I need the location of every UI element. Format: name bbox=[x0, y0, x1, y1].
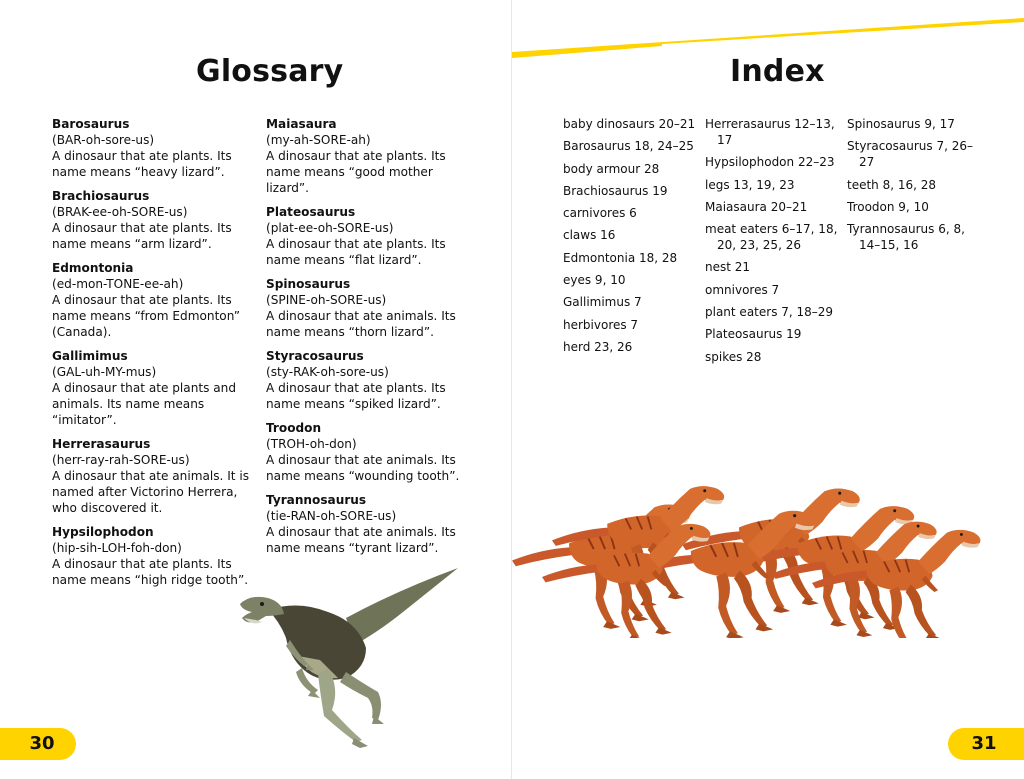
index-entry: Tyrannosaurus 6, 8, 14–15, 16 bbox=[847, 222, 965, 253]
glossary-column-1 bbox=[52, 116, 252, 596]
index-column-1 bbox=[563, 116, 703, 361]
glossary-definition: A dinosaur that ate plants. Its name means “good mother lizard”. bbox=[266, 149, 446, 195]
glossary-entry bbox=[266, 204, 466, 268]
glossary-entry bbox=[52, 260, 252, 340]
glossary-term: Edmontonia bbox=[52, 261, 134, 275]
glossary-pronunciation: (sty-RAK-oh-sore-us) bbox=[266, 365, 389, 379]
glossary-term: Styracosaurus bbox=[266, 349, 364, 363]
index-entry: Edmontonia 18, 28 bbox=[563, 250, 678, 265]
glossary-pronunciation: (ed-mon-TONE-ee-ah) bbox=[52, 277, 184, 291]
glossary-term: Spinosaurus bbox=[266, 277, 351, 291]
index-entry: herd 23, 26 bbox=[563, 339, 633, 354]
index-page bbox=[512, 0, 1024, 779]
index-entry: Barosaurus 18, 24–25 bbox=[563, 139, 694, 154]
index-entry: carnivores 6 bbox=[563, 206, 637, 221]
glossary-entry bbox=[52, 188, 252, 252]
index-entry: teeth 8, 16, 28 bbox=[847, 177, 937, 192]
glossary-term: Gallimimus bbox=[52, 349, 128, 363]
index-entry: Herrerasaurus 12–13, 17 bbox=[705, 117, 835, 147]
glossary-pronunciation: (TROH-oh-don) bbox=[266, 437, 357, 451]
glossary-entry bbox=[266, 276, 466, 340]
glossary-entry bbox=[266, 420, 466, 484]
glossary-entry bbox=[266, 116, 466, 196]
glossary-pronunciation: (herr-ray-rah-SORE-us) bbox=[52, 453, 190, 467]
glossary-pronunciation: (hip-sih-LOH-foh-don) bbox=[52, 541, 182, 555]
index-entry: Styracosaurus 7, 26–27 bbox=[847, 139, 973, 170]
glossary-pronunciation: (tie-RAN-oh-SORE-us) bbox=[266, 509, 397, 523]
glossary-term: Brachiosaurus bbox=[52, 189, 150, 203]
glossary-pronunciation: (my-ah-SORE-ah) bbox=[266, 133, 371, 147]
glossary-definition: A dinosaur that ate plants. Its name means “heavy lizard”. bbox=[52, 149, 232, 179]
glossary-term: Herrerasaurus bbox=[52, 437, 151, 451]
glossary-term: Tyrannosaurus bbox=[266, 493, 367, 507]
glossary-definition: A dinosaur that ate plants. Its name means “flat lizard”. bbox=[266, 237, 446, 267]
glossary-definition: A dinosaur that ate animals. Its name means “thorn lizard”. bbox=[266, 309, 456, 339]
glossary-title: Glossary bbox=[196, 54, 344, 89]
glossary-pronunciation: (GAL-uh-MY-mus) bbox=[52, 365, 157, 379]
index-entry: nest 21 bbox=[705, 260, 751, 275]
glossary-definition: A dinosaur that ate plants. Its name means “high ridge tooth”. bbox=[52, 557, 249, 587]
glossary-term: Maiasaura bbox=[266, 117, 337, 131]
glossary-term: Hypsilophodon bbox=[52, 525, 154, 539]
glossary-definition: A dinosaur that ate animals. It is named after Victorino Herrera, who discovered it. bbox=[52, 469, 250, 515]
glossary-entry bbox=[266, 348, 466, 412]
glossary-pronunciation: (BRAK-ee-oh-SORE-us) bbox=[52, 205, 188, 219]
index-title: Index bbox=[730, 54, 825, 89]
index-entry: legs 13, 19, 23 bbox=[705, 177, 795, 192]
glossary-pronunciation: (BAR-oh-sore-us) bbox=[52, 133, 155, 147]
index-entry: spikes 28 bbox=[705, 349, 762, 364]
glossary-pronunciation: (plat-ee-oh-SORE-us) bbox=[266, 221, 394, 235]
glossary-entry bbox=[266, 492, 466, 556]
index-entry: eyes 9, 10 bbox=[563, 273, 626, 288]
index-entry: Spinosaurus 9, 17 bbox=[847, 117, 955, 131]
index-entry: Maiasaura 20–21 bbox=[705, 199, 808, 214]
index-entry: claws 16 bbox=[563, 228, 616, 243]
index-entry: Hypsilophodon 22–23 bbox=[705, 155, 835, 170]
page-number-left: 30 bbox=[0, 728, 76, 760]
index-entry: meat eaters 6–17, 18, 20, 23, 25, 26 bbox=[705, 222, 838, 253]
index-entry: Plateosaurus 19 bbox=[705, 327, 802, 342]
glossary-definition: A dinosaur that ate animals. Its name means “wounding tooth”. bbox=[266, 453, 460, 483]
glossary-pronunciation: (SPINE-oh-SORE-us) bbox=[266, 293, 387, 307]
dinosaur-herd-illustration bbox=[512, 470, 982, 638]
index-entry: Troodon 9, 10 bbox=[847, 199, 929, 214]
index-entry: Gallimimus 7 bbox=[563, 295, 642, 310]
glossary-entry bbox=[52, 436, 252, 516]
index-column-3 bbox=[847, 116, 987, 259]
index-entry: herbivores 7 bbox=[563, 317, 639, 332]
index-column-2 bbox=[705, 116, 845, 371]
glossary-definition: A dinosaur that ate plants and animals. Its name means “imitator”. bbox=[52, 381, 237, 427]
index-entry: plant eaters 7, 18–29 bbox=[705, 305, 834, 320]
index-entry: baby dinosaurs 20–21 bbox=[563, 117, 696, 131]
glossary-term: Troodon bbox=[266, 421, 322, 435]
glossary-entry bbox=[52, 116, 252, 180]
glossary-entry bbox=[52, 524, 252, 588]
glossary-column-2 bbox=[266, 116, 466, 564]
glossary-definition: A dinosaur that ate plants. Its name means “from Edmonton” (Canada). bbox=[52, 293, 240, 339]
glossary-term: Plateosaurus bbox=[266, 205, 356, 219]
index-entry: Brachiosaurus 19 bbox=[563, 183, 668, 198]
glossary-definition: A dinosaur that ate plants. Its name means “spiked lizard”. bbox=[266, 381, 446, 411]
glossary-definition: A dinosaur that ate animals. Its name means “tyrant lizard”. bbox=[266, 525, 456, 555]
index-entry: omnivores 7 bbox=[705, 282, 780, 297]
index-entry: body armour 28 bbox=[563, 161, 660, 176]
decorative-stripe bbox=[512, 0, 1024, 60]
glossary-entry bbox=[52, 348, 252, 428]
page-number-right: 31 bbox=[948, 728, 1024, 760]
glossary-term: Barosaurus bbox=[52, 117, 130, 131]
glossary-definition: A dinosaur that ate plants. Its name means “arm lizard”. bbox=[52, 221, 232, 251]
dinosaur-illustration bbox=[228, 560, 468, 755]
